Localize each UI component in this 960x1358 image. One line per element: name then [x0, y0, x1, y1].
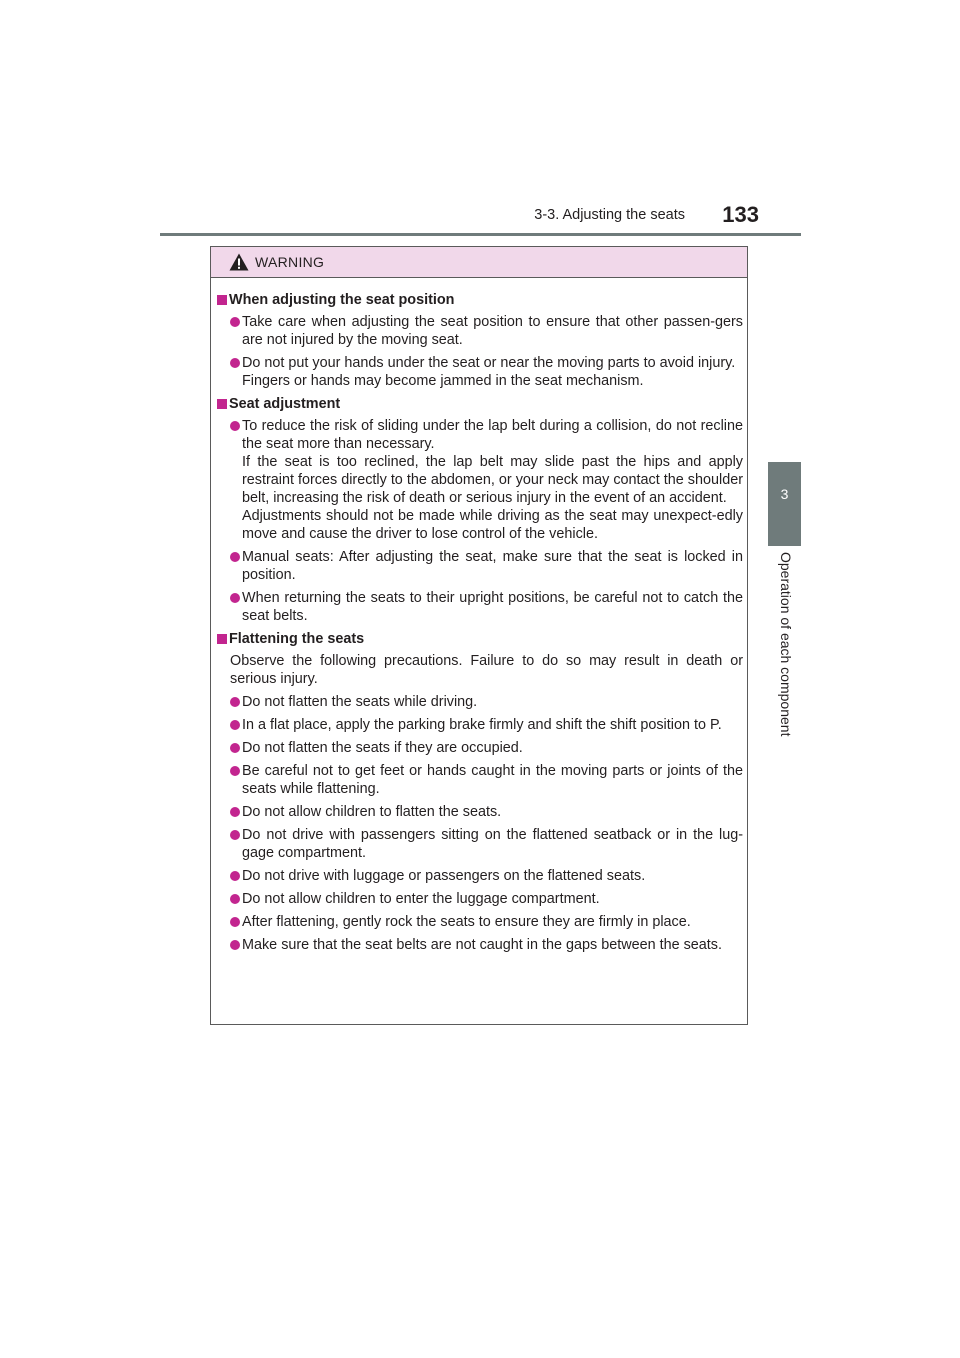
circle-bullet-icon — [230, 830, 240, 840]
bullet-text: After flattening, gently rock the seats to ensure they are firmly in place. — [242, 914, 691, 930]
warning-section — [217, 395, 743, 625]
warning-header — [211, 247, 747, 278]
circle-bullet-icon — [230, 358, 240, 368]
bullet-item — [217, 913, 743, 931]
circle-bullet-icon — [230, 720, 240, 730]
section-heading — [217, 395, 743, 413]
bullet-item — [217, 548, 743, 584]
bullet-item — [217, 354, 743, 390]
section-heading — [217, 630, 743, 648]
warning-section — [217, 291, 743, 390]
bullet-text: Do not allow children to enter the luggage compartment. — [242, 891, 600, 907]
bullet-text: Do not drive with luggage or passengers on the flattened seats. — [242, 868, 646, 884]
section-title: 3-3. Adjusting the seats — [534, 207, 685, 223]
bullet-item — [217, 867, 743, 885]
circle-bullet-icon — [230, 743, 240, 753]
bullet-text: Do not drive with passengers sitting on the flattened seatback or in the lug-gage compartment. — [242, 827, 743, 861]
bullet-item — [217, 693, 743, 711]
bullet-text: Take care when adjusting the seat position to ensure that other passen-gers are not injured by the moving seat. — [242, 314, 743, 348]
warning-body — [211, 278, 747, 954]
bullet-item — [217, 826, 743, 862]
section-heading-text: Flattening the seats — [229, 631, 365, 647]
bullet-text: Do not flatten the seats while driving. — [242, 694, 478, 710]
header-rule — [160, 233, 801, 236]
warning-triangle-icon — [229, 253, 249, 271]
bullet-item — [217, 936, 743, 954]
circle-bullet-icon — [230, 917, 240, 927]
circle-bullet-icon — [230, 317, 240, 327]
circle-bullet-icon — [230, 871, 240, 881]
bullet-text: Adjustments should not be made while driving as the seat may unexpect-edly move and cause the driver to lose control of the vehicle. — [242, 508, 743, 542]
bullet-text: If the seat is too reclined, the lap belt may slide past the hips and apply restraint forces directly to the abdomen, or your neck may contact the shoulder belt, increasing the risk of death or serious injury in the event of an accident. — [242, 454, 743, 506]
bullet-item — [217, 890, 743, 908]
circle-bullet-icon — [230, 593, 240, 603]
circle-bullet-icon — [230, 894, 240, 904]
circle-bullet-icon — [230, 421, 240, 431]
bullet-text: Do not allow children to flatten the seats. — [242, 804, 502, 820]
circle-bullet-icon — [230, 940, 240, 950]
bullet-text: Make sure that the seat belts are not caught in the gaps between the seats. — [242, 937, 722, 953]
bullet-text: Fingers or hands may become jammed in the seat mechanism. — [242, 373, 644, 389]
page-number: 133 — [722, 202, 759, 227]
bullet-item — [217, 716, 743, 734]
bullet-text: Manual seats: After adjusting the seat, make sure that the seat is locked in position. — [242, 549, 743, 583]
bullet-item — [217, 417, 743, 543]
bullet-item — [217, 313, 743, 349]
square-bullet-icon — [217, 295, 227, 305]
bullet-item — [217, 762, 743, 798]
bullet-item — [217, 803, 743, 821]
circle-bullet-icon — [230, 697, 240, 707]
chapter-tab — [768, 462, 801, 546]
square-bullet-icon — [217, 399, 227, 409]
section-heading-text: When adjusting the seat position — [229, 292, 455, 308]
warning-box — [210, 246, 748, 1025]
bullet-text: In a flat place, apply the parking brake firmly and shift the shift position to P. — [242, 717, 722, 733]
bullet-text: When returning the seats to their upright positions, be careful not to catch the seat belts. — [242, 590, 743, 624]
bullet-text: Be careful not to get feet or hands caught in the moving parts or joints of the seats while flattening. — [242, 763, 743, 797]
section-heading-text: Seat adjustment — [229, 396, 341, 412]
warning-title: WARNING — [255, 254, 325, 270]
bullet-item — [217, 589, 743, 625]
circle-bullet-icon — [230, 807, 240, 817]
bullet-item — [217, 739, 743, 757]
circle-bullet-icon — [230, 766, 240, 776]
bullet-text: Do not flatten the seats if they are occupied. — [242, 740, 523, 756]
chapter-title: Operation of each component — [778, 552, 794, 737]
chapter-title-container — [774, 552, 794, 752]
circle-bullet-icon — [230, 552, 240, 562]
section-intro: Observe the following precautions. Failure to do so may result in death or serious injury. — [230, 653, 743, 687]
bullet-text: Do not put your hands under the seat or near the moving parts to avoid injury. — [242, 355, 736, 371]
square-bullet-icon — [217, 634, 227, 644]
section-heading — [217, 291, 743, 309]
chapter-number: 3 — [780, 486, 789, 502]
bullet-text: To reduce the risk of sliding under the lap belt during a collision, do not recline the seat more than necessary. — [242, 418, 743, 452]
warning-section — [217, 630, 743, 954]
